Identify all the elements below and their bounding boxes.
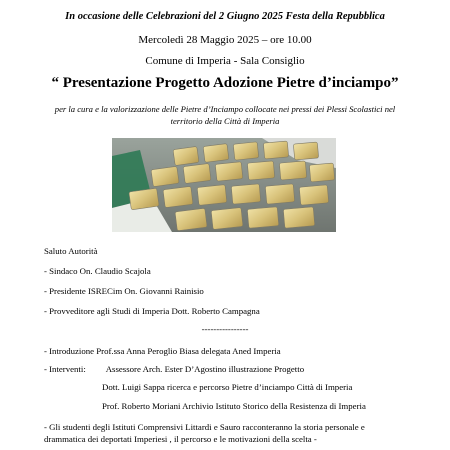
subtitle-line-2: territorio della Città di Imperia <box>170 115 280 126</box>
subtitle-line-1: per la cura e la valorizzazione delle Pietre d’Inciampo collocate nei pressi dei Plessi Scolastici nel <box>54 104 396 114</box>
speaker-sindaco: - Sindaco On. Claudio Scajola <box>44 266 151 276</box>
introduction-line: - Introduzione Prof.ssa Anna Peroglio Biasa delegata Aned Imperia <box>44 346 281 356</box>
datetime-line: Mercoledì 28 Maggio 2025 – ore 10.00 <box>138 34 312 46</box>
event-subtitle <box>30 104 420 127</box>
section-separator: ---------------- <box>201 324 249 334</box>
speaker-presidente: - Presidente ISRECim On. Giovanni Rainisio <box>44 286 204 296</box>
speaker-provveditore: - Provveditore agli Studi di Imperia Dott. Roberto Campagna <box>44 306 260 316</box>
venue-line: Comune di Imperia - Sala Consiglio <box>145 55 305 67</box>
students-line-2: drammatica dei deportati Imperiesi , il percorso e le motivazioni della scelta - <box>44 433 317 444</box>
speaker-moriani: Prof. Roberto Moriani Archivio Istituto Storico della Resistenza di Imperia <box>102 401 366 411</box>
greetings-heading: Saluto Autorità <box>44 246 98 256</box>
interventions-line <box>44 364 444 374</box>
students-line-1: - Gli studenti degli Istituti Comprensivi Littardi e Sauro racconteranno la storia personale e <box>44 422 365 432</box>
occasion-line: In occasione delle Celebrazioni del 2 Giugno 2025 Festa della Repubblica <box>65 11 385 22</box>
interventions-label: - Interventi: <box>44 364 86 374</box>
event-title: “ Presentazione Progetto Adozione Pietre d’inciampo” <box>51 75 399 91</box>
stumbling-stones-photo <box>112 138 336 232</box>
speaker-sappa: Dott. Luigi Sappa ricerca e percorso Pietre d’inciampo Città di Imperia <box>102 382 353 392</box>
speaker-assessore: Assessore Arch. Ester D’Agostino illustrazione Progetto <box>105 364 305 374</box>
students-paragraph <box>44 422 389 445</box>
